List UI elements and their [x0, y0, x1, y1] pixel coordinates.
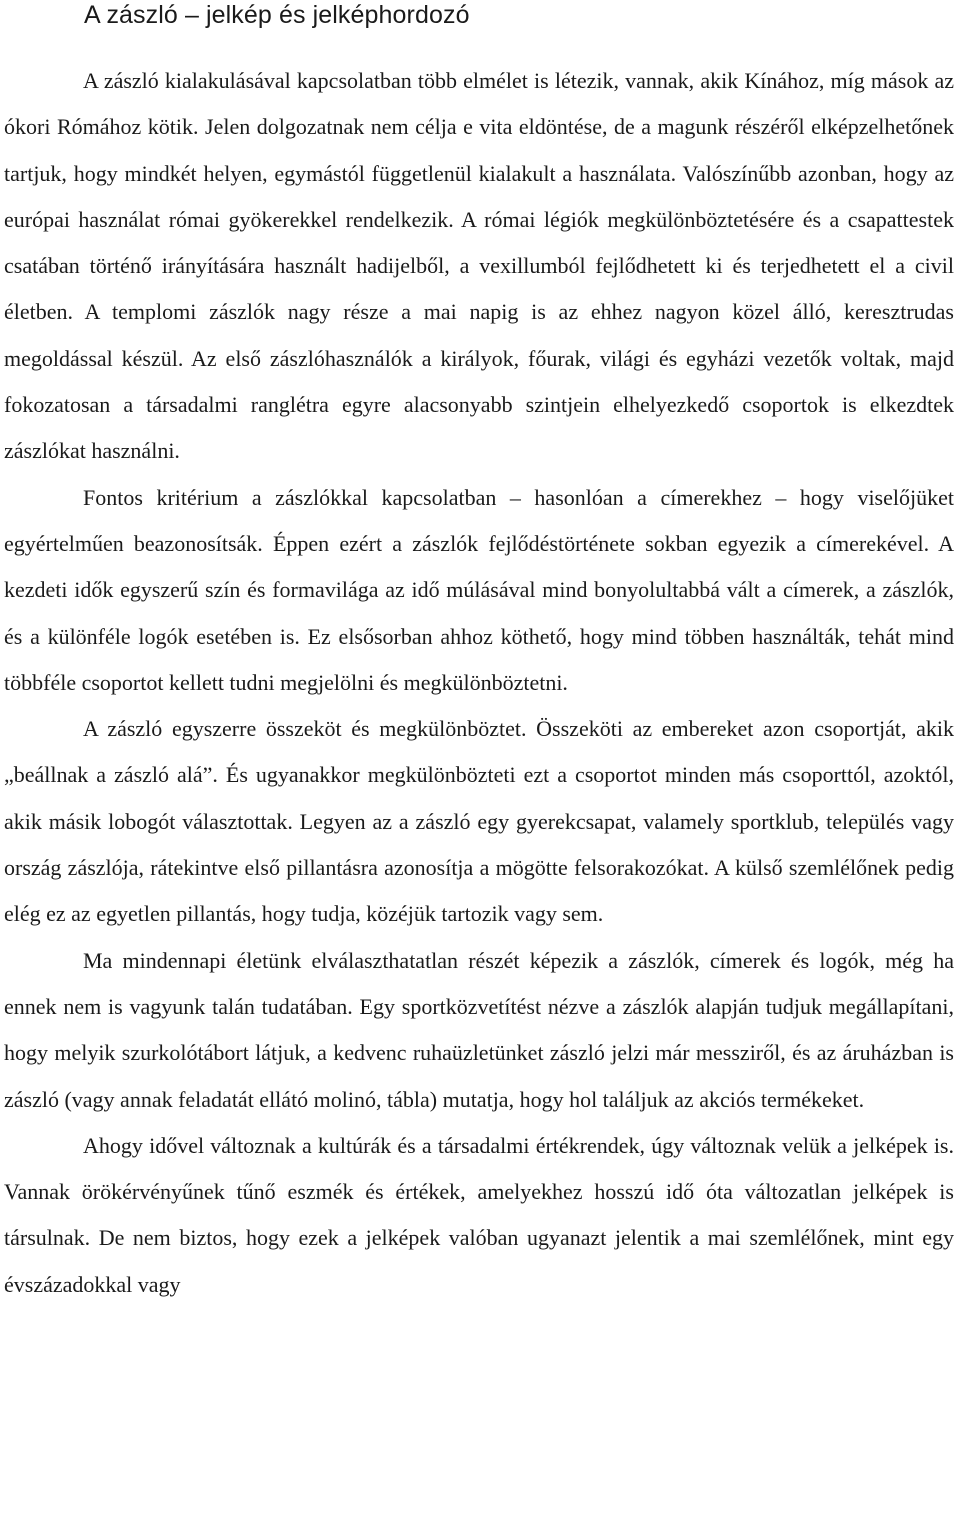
- page-title: A zászló – jelkép és jelképhordozó: [84, 1, 470, 29]
- paragraph-4: Ma mindennapi életünk elválaszthatatlan részét képezik a zászlók, címerek és logók, még ha ennek nem is vagyunk talán tudatában. Egy sportközvetítést nézve a zászlók alapján tudjuk megállapítani, hogy melyik szurkolótábort látjuk, a kedvenc ruhaüzletünket zászló jelzi már messziről, és az áruházban is zászló (vagy annak feladatát ellátó molinó, tábla) mutatja, hogy hol találjuk az akciós termékeket.: [4, 947, 954, 1112]
- paragraph-5: Ahogy idővel változnak a kultúrák és a társadalmi értékrendek, úgy változnak velük a jelképek is. Vannak örökérvényűnek tűnő eszmék és értékek, amelyekhez hosszú idő óta változatlan jelképek is társulnak. De nem biztos, hogy ezek a jelképek valóban ugyanazt jelentik a mai szemlélőnek, mint egy évszázadokkal vagy: [4, 1132, 954, 1297]
- paragraph-2: Fontos kritérium a zászlókkal kapcsolatban – hasonlóan a címerekhez – hogy viselőjüket egyértelműen beazonosítsák. Éppen ezért a zászlók fejlődéstörténete sokban egyezik a címerekével. A kezdeti idők egyszerű szín és formavilága az idő múlásával mind bonyolultabbá vált a címerek, a zászlók, és a különféle logók esetében is. Ez elsősorban ahhoz köthető, hogy mind többen használták, tehát mind többféle csoportot kellett tudni megjelölni és megkülönböztetni.: [4, 484, 954, 695]
- paragraph-3: A zászló egyszerre összeköt és megkülönböztet. Összeköti az embereket azon csoportját, akik „beállnak a zászló alá”. És ugyanakkor megkülönbözteti ezt a csoportot minden más csoporttól, azoktól, akik másik lobogót választottak. Legyen az a zászló egy gyerekcsapat, valamely sportklub, település vagy ország zászlója, rátekintve első pillantásra azonosítja a mögötte felsorakozókat. A külső szemlélőnek pedig elég ez az egyetlen pillantás, hogy tudja, közéjük tartozik vagy sem.: [4, 716, 954, 927]
- paragraph-1: A zászló kialakulásával kapcsolatban több elmélet is létezik, vannak, akik Kínához, míg mások az ókori Rómához kötik. Jelen dolgozatnak nem célja e vita eldöntése, de a magunk részéről elképzelhetőnek tartjuk, hogy mindkét helyen, egymástól függetlenül kialakult a használata. Valószínűbb azonban, hogy az európai használat római gyökerekkel rendelkezik. A római légiók megkülönböztetésére és a csapattestek csatában történő irányítására használt hadijelből, a vexillumból fejlődhetett ki és terjedhetett el a civil életben. A templomi zászlók nagy része a mai napig is az ehhez nagyon közel álló, keresztrudas megoldással készül. Az első zászlóhasználók a királyok, főurak, világi és egyházi vezetők voltak, majd fokozatosan a társadalmi ranglétra egyre alacsonyabb szintjein elhelyezkedő csoportok is elkezdtek zászlókat használni.: [4, 68, 954, 464]
- body-text: [4, 58, 954, 1308]
